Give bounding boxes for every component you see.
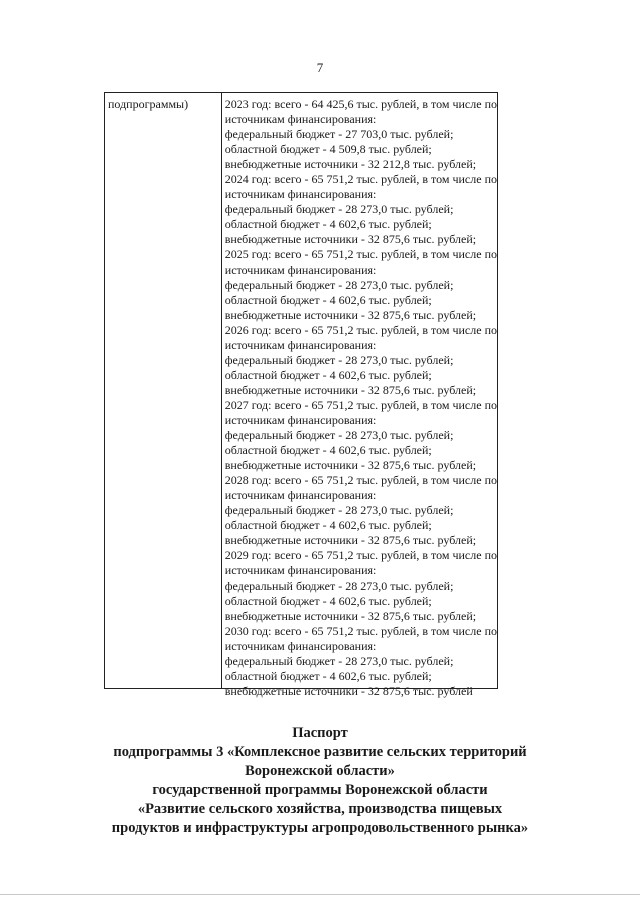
financing-line: 2023 год: всего - 64 425,6 тыс. рублей, в том числе по (224, 97, 497, 111)
heading-line: государственной программы Воронежской области (152, 782, 488, 798)
financing-line: источникам финансирования: (224, 563, 377, 578)
financing-line: областной бюджет - 4 602,6 тыс. рублей; (224, 367, 432, 382)
financing-line: федеральный бюджет - 28 273,0 тыс. рублей; (224, 653, 454, 668)
financing-line: федеральный бюджет - 28 273,0 тыс. рублей; (224, 202, 454, 217)
financing-line: областной бюджет - 4 602,6 тыс. рублей; (224, 443, 432, 458)
passport-table (104, 92, 498, 698)
page-number: 7 (316, 60, 324, 75)
financing-line: федеральный бюджет - 28 273,0 тыс. рублей; (224, 277, 454, 292)
page-bottom-rule (0, 894, 640, 895)
financing-line: 2028 год: всего - 65 751,2 тыс. рублей, в том числе по (224, 473, 497, 488)
financing-line: источникам финансирования: (224, 337, 377, 352)
financing-line: 2025 год: всего - 65 751,2 тыс. рублей, в том числе по (224, 247, 497, 262)
financing-line: внебюджетные источники - 32 875,6 тыс. рублей; (224, 458, 477, 473)
financing-line: 2027 год: всего - 65 751,2 тыс. рублей, в том числе по (224, 397, 497, 412)
financing-line: областной бюджет - 4 602,6 тыс. рублей; (224, 217, 432, 232)
financing-line: внебюджетные источники - 32 875,6 тыс. рублей (224, 683, 473, 698)
financing-line: федеральный бюджет - 28 273,0 тыс. рублей; (224, 352, 454, 367)
financing-line: федеральный бюджет - 28 273,0 тыс. рублей; (224, 578, 454, 593)
heading-line: продуктов и инфраструктуры агропродовольственного рынка» (111, 820, 529, 836)
financing-line: источникам финансирования: (224, 488, 377, 503)
passport-heading (0, 724, 640, 838)
financing-line: областной бюджет - 4 602,6 тыс. рублей; (224, 668, 432, 683)
financing-line: областной бюджет - 4 509,8 тыс. рублей; (224, 142, 432, 157)
financing-line: внебюджетные источники - 32 875,6 тыс. рублей; (224, 232, 477, 247)
financing-line: 2026 год: всего - 65 751,2 тыс. рублей, в том числе по (224, 322, 497, 337)
financing-line: федеральный бюджет - 27 703,0 тыс. рублей; (224, 127, 454, 142)
financing-line: внебюджетные источники - 32 875,6 тыс. рублей; (224, 608, 477, 623)
heading-line: Паспорт (292, 725, 348, 741)
table-label-cell: подпрограммы) (105, 93, 222, 688)
financing-line: 2030 год: всего - 65 751,2 тыс. рублей, в том числе по (224, 623, 497, 638)
financing-line: источникам финансирования: (224, 638, 377, 653)
financing-line: внебюджетные источники - 32 875,6 тыс. рублей; (224, 533, 477, 548)
financing-line: областной бюджет - 4 602,6 тыс. рублей; (224, 593, 432, 608)
financing-line: 2029 год: всего - 65 751,2 тыс. рублей, в том числе по (224, 548, 497, 563)
financing-line: внебюджетные источники - 32 875,6 тыс. рублей; (224, 382, 477, 397)
financing-line: источникам финансирования: (224, 412, 377, 427)
financing-line: внебюджетные источники - 32 875,6 тыс. рублей; (224, 307, 477, 322)
financing-line: 2024 год: всего - 65 751,2 тыс. рублей, в том числе по (224, 172, 497, 187)
financing-line: областной бюджет - 4 602,6 тыс. рублей; (224, 292, 432, 307)
financing-line: источникам финансирования: (224, 112, 377, 127)
financing-line: источникам финансирования: (224, 187, 377, 202)
financing-line: внебюджетные источники - 32 212,8 тыс. рублей; (224, 157, 477, 172)
financing-line: источникам финансирования: (224, 262, 377, 277)
financing-line: областной бюджет - 4 602,6 тыс. рублей; (224, 518, 432, 533)
financing-line: федеральный бюджет - 28 273,0 тыс. рублей; (224, 503, 454, 518)
heading-line: «Развитие сельского хозяйства, производства пищевых (137, 801, 503, 817)
heading-line: подпрограммы 3 «Комплексное развитие сельских территорий (113, 744, 527, 760)
table-value-cell (222, 93, 497, 698)
heading-line: Воронежской области» (245, 763, 395, 779)
financing-line: федеральный бюджет - 28 273,0 тыс. рублей; (224, 428, 454, 443)
